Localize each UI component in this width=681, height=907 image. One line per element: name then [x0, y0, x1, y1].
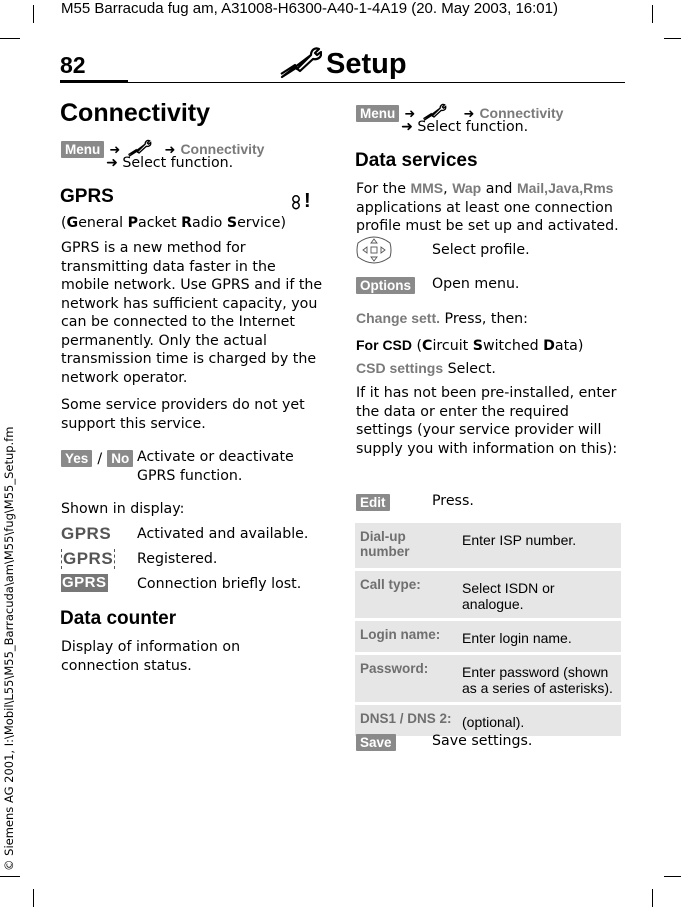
gprs-active-desc: Activated and available. — [137, 526, 309, 542]
edit-key-wrap — [356, 492, 390, 511]
edit-key[interactable]: Edit — [356, 494, 390, 511]
setting-label: Call type: — [355, 569, 459, 619]
page-number-underline — [60, 80, 128, 83]
options-key-wrap — [356, 275, 415, 294]
select-function: ➜ Select function. — [106, 155, 234, 171]
copyright-side-text: © Siemens AG 2001, I:\Mobil\L55\M55_Barracuda\am\M55\fug\M55_Setup.fm — [2, 426, 16, 871]
setting-label: DNS1 / DNS 2: — [355, 703, 459, 737]
csd-settings-line: CSD settings Select. — [356, 360, 496, 377]
page-title: Setup — [326, 47, 407, 80]
gprs-expansion: (General Packet Radio Service) — [61, 215, 287, 231]
crop-mark — [652, 889, 653, 907]
gprs-lost-desc: Connection briefly lost. — [137, 576, 302, 592]
setting-value: (optional). — [459, 703, 621, 737]
navigation-key-icon — [356, 235, 392, 269]
gprs-registered-desc: Registered. — [137, 551, 218, 567]
gprs-availability-note: Some service providers do not yet support this service. — [61, 397, 305, 432]
select-profile: Select profile. — [432, 242, 530, 258]
options-key[interactable]: Options — [356, 277, 415, 294]
crop-mark — [0, 38, 20, 39]
arrow-icon: ➜ — [164, 143, 176, 158]
change-settings-line: Change sett. Press, then: — [356, 310, 528, 327]
csd-settings-item: CSD settings — [356, 360, 444, 376]
gprs-active-icon: GPRS — [61, 524, 112, 543]
arrow-icon: ➜ — [463, 107, 475, 122]
data-counter-heading: Data counter — [60, 608, 177, 629]
save-key-wrap — [356, 732, 396, 751]
crop-mark — [652, 5, 653, 23]
connectivity-menu-item: Connectivity — [180, 141, 265, 157]
save-key[interactable]: Save — [356, 734, 396, 751]
setting-label: Dial-up number — [355, 523, 459, 569]
arrow-icon: ➜ — [109, 143, 121, 158]
file-info: M55 Barracuda fug am, A31008-H6300-A40-1-4A19 (20. May 2003, 16:01) — [61, 0, 558, 17]
setting-label: Password: — [355, 653, 459, 703]
menu-key[interactable]: Menu — [356, 105, 399, 122]
save-settings: Save settings. — [432, 733, 533, 749]
gprs-registered-icon: GPRS — [63, 549, 114, 568]
crop-mark — [664, 38, 681, 39]
crop-mark — [33, 889, 34, 907]
setting-value: Enter ISP number. — [459, 523, 621, 569]
shown-in-display: Shown in display: — [61, 501, 185, 517]
crop-mark — [664, 876, 681, 877]
yes-key[interactable]: Yes — [61, 450, 92, 467]
select-function: ➜ Select function. — [401, 119, 529, 135]
data-services-heading: Data services — [355, 150, 478, 171]
table-row — [355, 653, 621, 703]
data-counter-text: Display of information on connection status. — [61, 639, 241, 674]
gprs-heading: GPRS — [60, 186, 114, 207]
yes-no-keys: Yes / No — [61, 448, 133, 469]
arrow-icon: ➜ — [404, 107, 416, 122]
section-header — [278, 44, 407, 84]
settings-table — [355, 523, 621, 739]
table-row — [355, 523, 621, 569]
crop-mark — [0, 876, 20, 877]
setting-value: Enter password (shown as a series of asterisks). — [459, 653, 621, 703]
table-row — [355, 619, 621, 653]
connectivity-menu-item: Connectivity — [479, 105, 564, 121]
setting-label: Login name: — [355, 619, 459, 653]
edit-press: Press. — [432, 493, 474, 509]
network-warning-icon: ! — [289, 190, 311, 213]
yes-no-description: Activate or deactivate GPRS function. — [137, 449, 294, 484]
menu-key[interactable]: Menu — [61, 141, 104, 158]
setting-value: Select ISDN or analogue. — [459, 569, 621, 619]
for-csd-line: For CSD (Circuit Switched Data) — [356, 337, 584, 354]
data-services-intro: For the MMS, Wap and Mail,Java,Rms applications at least one connection profile must be set up and activated. — [356, 180, 619, 234]
gprs-description: GPRS is a new method for transmitting data faster in the mobile network. Use GPRS and if the network has sufficient capacity, you can be connected to the Internet permanently. Only the actual transmission time is charged by the network operator. — [61, 240, 323, 386]
connectivity-heading: Connectivity — [60, 99, 211, 127]
open-menu: Open menu. — [432, 276, 520, 292]
setting-value: Enter login name. — [459, 619, 621, 653]
wrench-icon — [278, 44, 322, 84]
change-sett-item: Change sett. — [356, 310, 441, 326]
preinstall-paragraph: If it has not been pre-installed, enter the data or enter the required settings (your service provider will supply you with information on this): — [356, 385, 618, 457]
table-row — [355, 569, 621, 619]
no-key[interactable]: No — [107, 450, 133, 467]
crop-mark — [33, 5, 34, 23]
page-number: 82 — [60, 52, 86, 78]
gprs-lost-icon: GPRS — [62, 574, 107, 591]
